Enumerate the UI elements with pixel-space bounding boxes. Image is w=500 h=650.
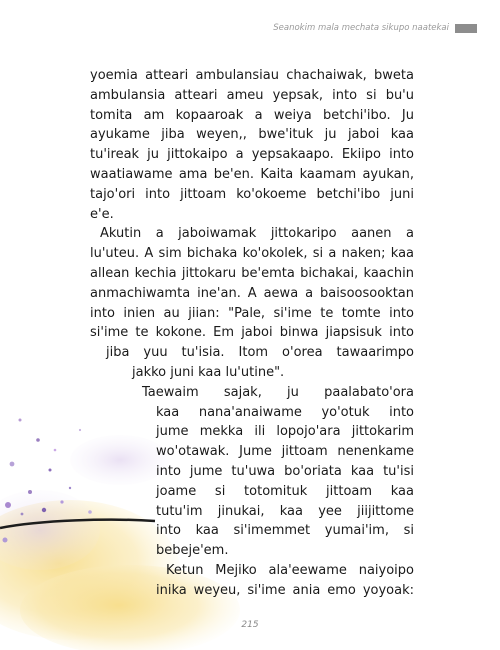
text-line: anmachiwamta ine'an. A aewa a baisoosooktan [90,285,414,301]
text-line: ambulansia atteari ameu yepsak, into si bu'u [90,87,414,103]
text-line: ayukame jiba weyen,, bwe'ituk ju jaboi kaa [90,127,414,143]
text-line: into jume tu'uwa bo'oriata kaa tu'isi [156,463,414,479]
text-line: jakko juni kaa lu'utine". [132,364,285,380]
text-line: wo'otawak. Jume jittoam nenenkame [156,444,414,460]
text-line: lu'uteu. A sim bichaka ko'okolek, si a naken; kaa [90,246,414,262]
page-number: 215 [241,620,259,630]
text-line: tutu'im jinukai, kaa yee jiijittome [156,503,414,519]
text-line: inika weyeu, si'ime ania emo yoyoak: [156,582,414,598]
running-header-title: Seanokim mala mechata sikupo naatekai [273,23,449,33]
text-line: waatiawame ama be'en. Kaita kaamam ayukan, [90,166,414,182]
header-tab-marker [455,24,477,33]
text-line: into kaa si'imemmet yumai'im, si [156,523,414,539]
text-line: Taewaim sajak, ju paalabato'ora [142,384,414,400]
body-text [90,66,414,601]
text-line: tajo'ori into jittoam ko'okoeme betchi'ibo juni [90,186,414,202]
text-line: kaa nana'anaiwame yo'otuk into [156,404,414,420]
text-line: joame si totomituk jittoam kaa [156,483,414,499]
text-line: jiba yuu tu'isia. Itom o'orea tawaarimpo [106,345,414,361]
text-line: bebeje'em. [156,543,229,559]
text-line: jume mekka ili lopojo'ara jittokarim [156,424,414,440]
text-line: into inien au jiian: "Pale, si'ime te tomte into [90,305,414,321]
text-line: Akutin a jaboiwamak jittokaripo aanen a [100,226,414,242]
text-line: si'ime te kokone. Em jaboi binwa jiapsisuk into [90,325,414,341]
text-line: tomita am kopaaroak a weiya betchi'ibo. Ju [90,107,414,123]
text-line: allean kechia jittokaru be'emta bichakai, kaachin [90,265,414,281]
running-header [273,23,477,33]
text-line: tu'ireak ju jittokaipo a yepsakaapo. Ekiipo into [90,147,414,163]
text-line: Ketun Mejiko ala'eewame naiyoipo [166,562,414,578]
text-line: yoemia atteari ambulansiau chachaiwak, bweta [90,68,414,83]
text-line: e'e. [90,206,114,222]
